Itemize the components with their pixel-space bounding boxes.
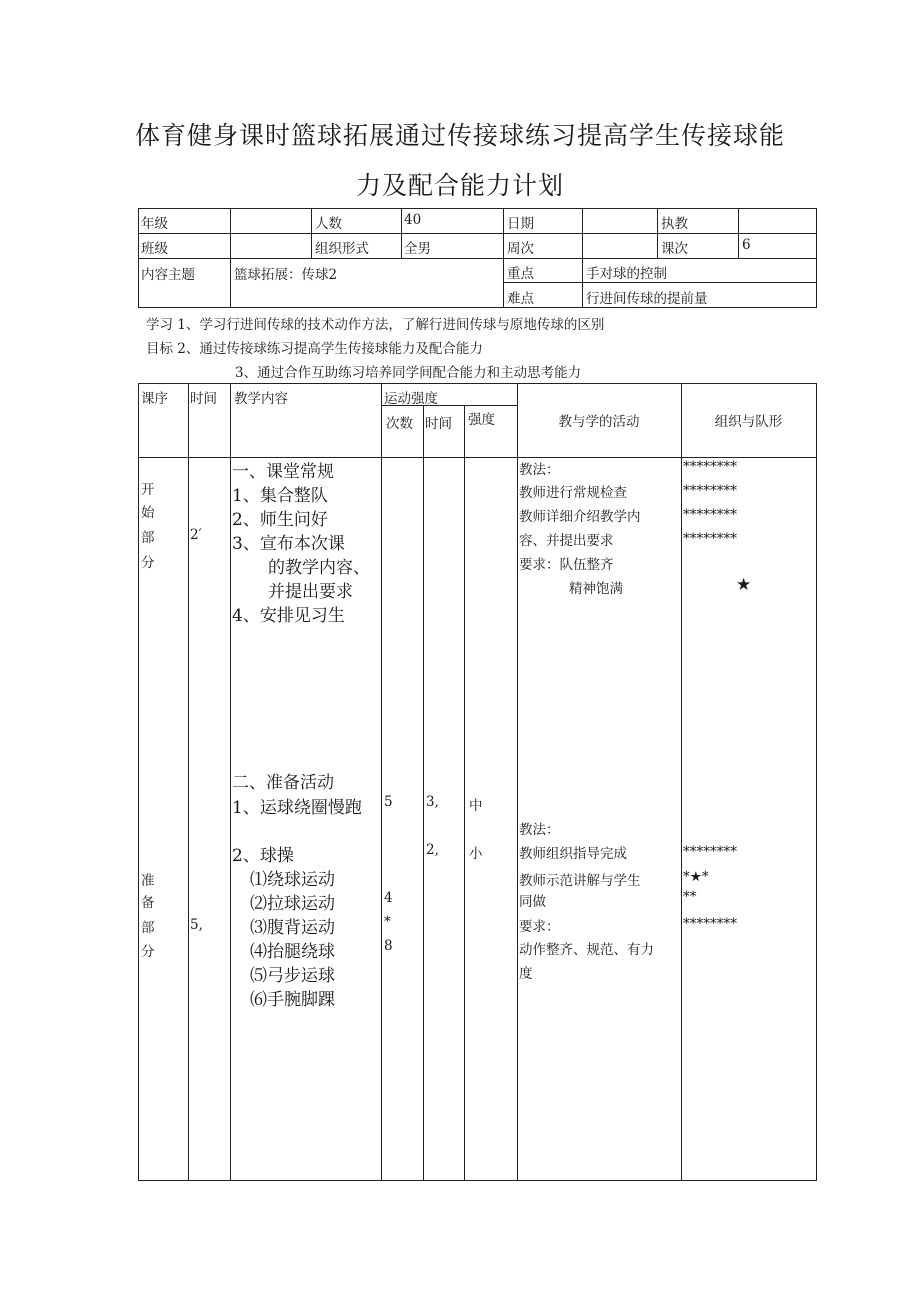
objective-line-1: 学习 1、学习行进间传球的技术动作方法，了解行进间传球与原地传球的区别 [146, 317, 605, 333]
content-line: ⑹手腕脚踝 [250, 990, 335, 1010]
header-formation: 组织与队形 [714, 414, 783, 430]
content-line: 一、课堂常规 [232, 462, 334, 482]
grade-label: 年级 [141, 216, 168, 232]
reps-value: 4 [384, 890, 393, 906]
formation-row: ******** [683, 459, 737, 475]
level-value: 中 [469, 798, 483, 814]
header-level: 强度 [468, 412, 495, 428]
teacher-star-icon: ★ [736, 575, 752, 595]
page-title-line1: 体育健身课时篮球拓展通过传接球练习提高学生传接球能 [134, 121, 785, 150]
count-value: 40 [404, 212, 422, 228]
content-line: ⑴绕球运动 [250, 870, 335, 890]
reps-value: * [384, 914, 391, 930]
itime-value: 2, [426, 842, 439, 858]
objective-line-3: 3、通过合作互助练习培养同学间配合能力和主动思考能力 [235, 365, 582, 381]
page-title-line2: 力及配合能力计划 [355, 171, 564, 200]
key-value: 手对球的控制 [586, 266, 667, 282]
activity-line: 要求： [519, 919, 560, 935]
difficulty-value: 行进间传球的提前量 [586, 291, 708, 307]
activity-line: 要求：队伍整齐 [519, 557, 614, 573]
part1-time: 2′ [190, 527, 202, 543]
formation-row: ** [683, 889, 697, 905]
class-label: 班级 [141, 241, 168, 257]
date-label: 日期 [507, 216, 534, 232]
difficulty-label: 难点 [507, 291, 534, 307]
header-activity: 教与学的活动 [558, 414, 640, 430]
activity-line: 教法： [519, 822, 560, 838]
part2-name-char: 分 [141, 944, 155, 960]
content-line: 的教学内容、 [268, 558, 370, 578]
lesson-label: 课次 [661, 241, 688, 257]
part2-name-char: 部 [141, 920, 155, 936]
form-value: 全男 [404, 241, 431, 257]
part1-name-char: 始 [141, 505, 155, 521]
activity-line: 教法： [519, 462, 560, 478]
activity-line: 度 [519, 966, 533, 982]
activity-line: 教师详细介绍教学内 [519, 509, 641, 525]
key-label: 重点 [507, 266, 534, 282]
content-line: ⑸弓步运球 [250, 966, 335, 986]
content-line: ⑵拉球运动 [250, 894, 335, 914]
header-itime: 时间 [425, 416, 452, 432]
reps-value: 8 [384, 938, 393, 954]
content-line: 1、集合整队 [232, 486, 328, 506]
activity-line: 同做 [519, 894, 546, 910]
level-value: 小 [469, 846, 483, 862]
content-line: 并提出要求 [268, 582, 353, 602]
header-section: 课序 [141, 391, 168, 407]
formation-row: ******** [683, 916, 737, 932]
reps-value: 5 [384, 794, 393, 810]
formation-row: ******** [683, 507, 737, 523]
activity-line: 教师示范讲解与学生 [519, 873, 641, 889]
content-line: 4、安排见习生 [232, 606, 345, 626]
itime-value: 3, [426, 794, 439, 810]
header-intensity: 运动强度 [384, 391, 438, 407]
activity-line: 精神饱满 [569, 581, 623, 597]
part1-name-char: 分 [141, 555, 155, 571]
header-reps: 次数 [386, 416, 413, 432]
formation-row: ******** [683, 483, 737, 499]
content-line: 二、准备活动 [232, 773, 334, 793]
part1-name-char: 部 [141, 530, 155, 546]
count-label: 人数 [315, 216, 342, 232]
lesson-value: 6 [742, 237, 751, 253]
teacher-label: 执教 [661, 216, 688, 232]
part2-name-char: 准 [141, 873, 155, 889]
header-time: 时间 [190, 391, 217, 407]
topic-label: 内容主题 [141, 267, 195, 283]
activity-line: 容、并提出要求 [519, 533, 614, 549]
content-line: 1、运球绕圈慢跑 [232, 798, 362, 818]
part2-time: 5, [190, 917, 203, 933]
content-line: ⑷抬腿绕球 [250, 942, 335, 962]
part2-name-char: 备 [141, 895, 155, 911]
formation-row: *★* [683, 869, 709, 885]
activity-line: 教师组织指导完成 [519, 846, 627, 862]
week-label: 周次 [507, 241, 534, 257]
formation-row: ******** [683, 844, 737, 860]
part1-name-char: 开 [141, 482, 155, 498]
topic-value: 篮球拓展：传球2 [234, 267, 338, 283]
content-line: 2、师生问好 [232, 510, 328, 530]
header-content: 教学内容 [234, 391, 288, 407]
formation-row: ******** [683, 531, 737, 547]
activity-line: 教师进行常规检查 [519, 485, 627, 501]
form-label: 组织形式 [315, 241, 369, 257]
objective-line-2: 目标 2、通过传接球练习提高学生传接球能力及配合能力 [146, 341, 483, 357]
content-line: 2、球操 [232, 846, 294, 866]
content-line: 3、宣布本次课 [232, 534, 345, 554]
content-line: ⑶腹背运动 [250, 918, 335, 938]
activity-line: 动作整齐、规范、有力 [519, 942, 654, 958]
